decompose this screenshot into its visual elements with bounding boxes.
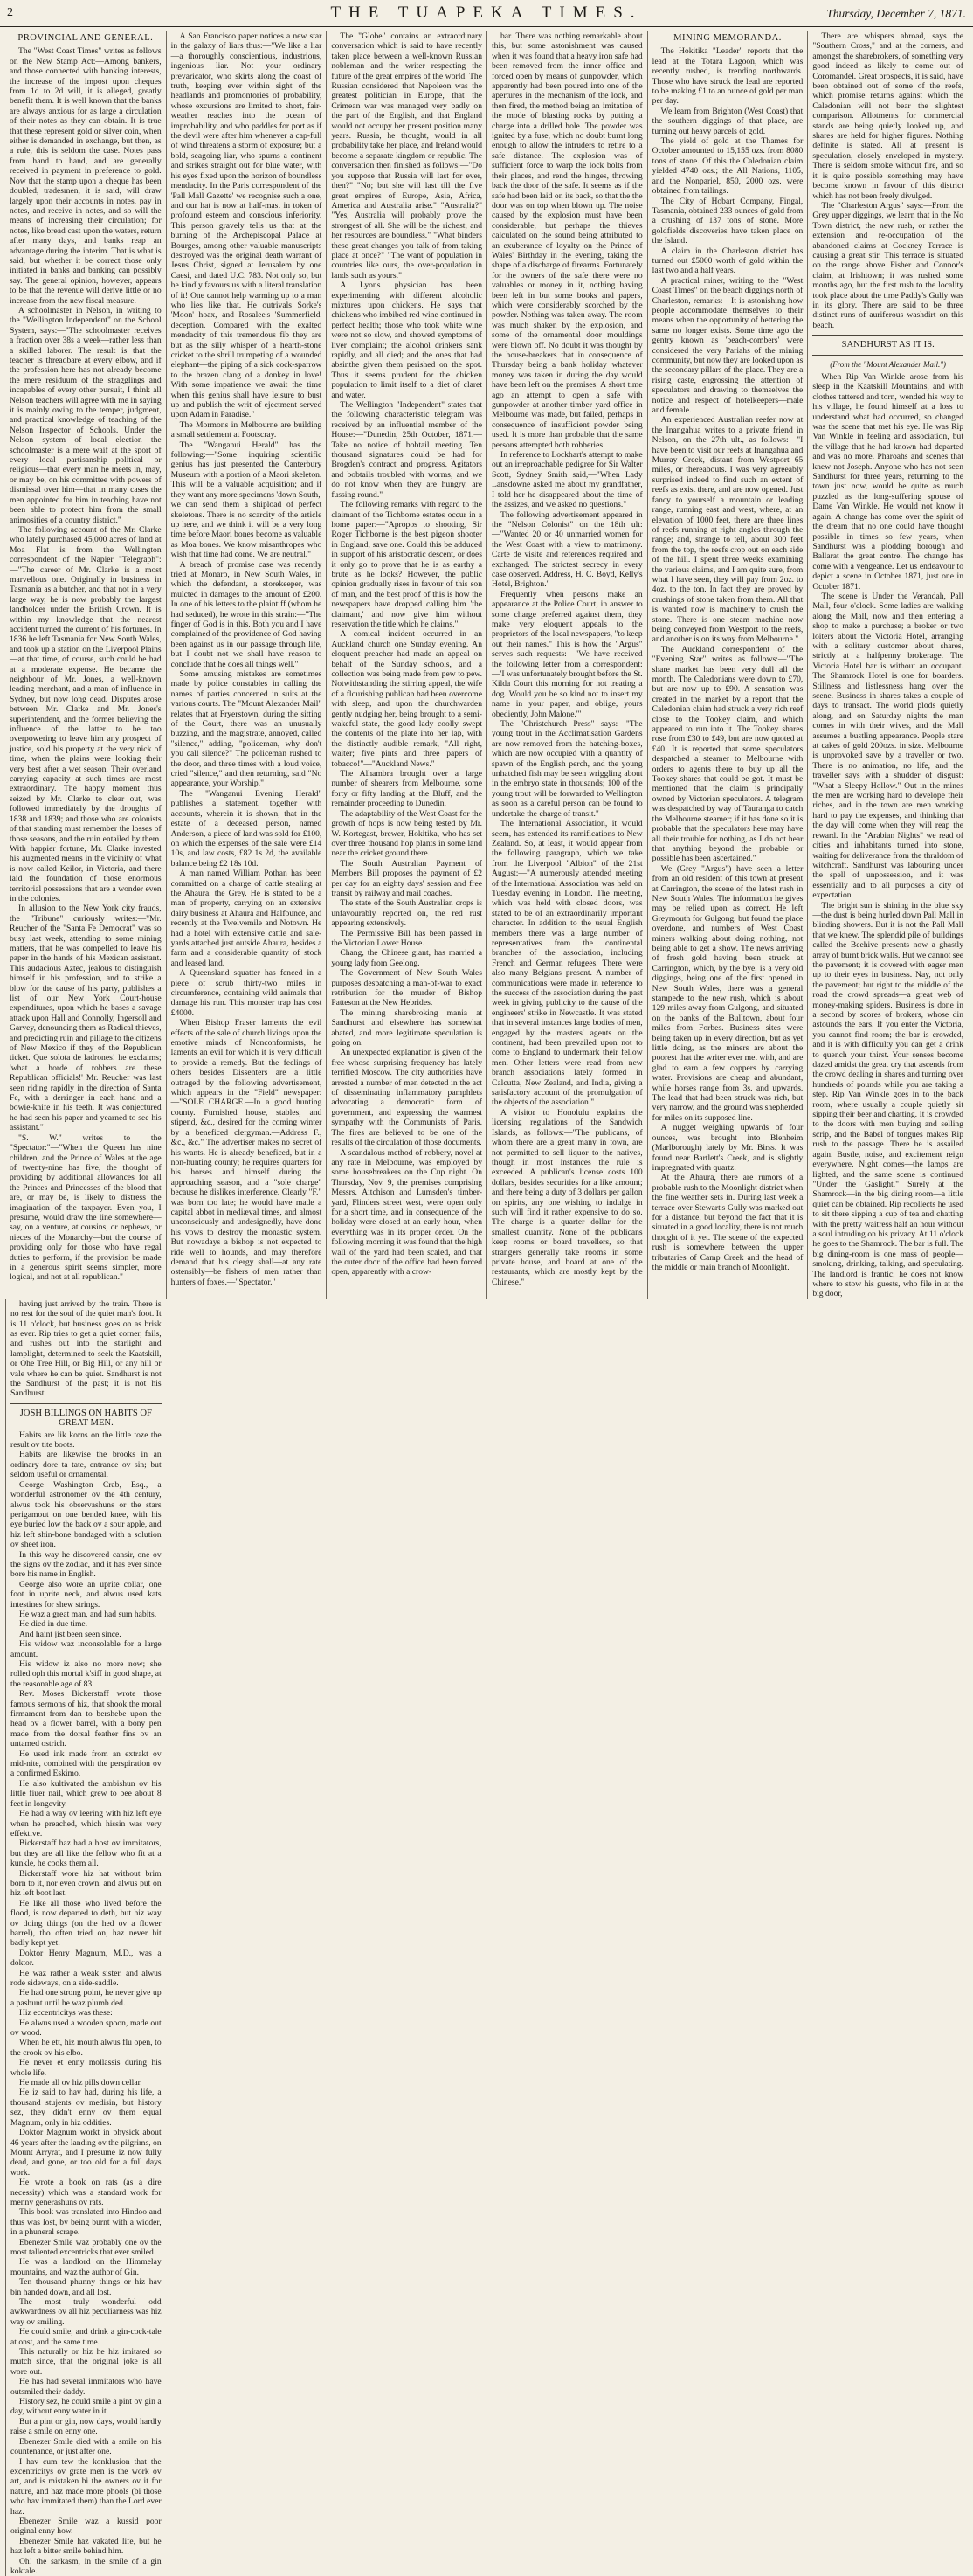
article-byline: (From the "Mount Alexander Mail."): [830, 359, 947, 369]
section-divider: [812, 355, 963, 356]
article-paragraph: The "Charleston Argus" says:—From the Grey upper diggings, we learn that in the No Town district, the new rush, or rather the extension and re-occupation of the abandoned claims at Cockney Terrace is causing a great stir. This terrace is situated on the range above Fisher and Connor's claim, at Irishtown; it was rushed some months ago, but the first rush to the locality took place about the time Paddy's Gully was in its glory. There are said to be three distinct runs of auriferous washdirt on this beach.: [812, 200, 963, 330]
article-paragraph: having just arrived by the train. There is no rest for the soul of the quiet man's foot. It is 11 o'clock, but business goes on as brisk as ever. Rip tries to get a quiet corner, fails, and rushes out into the starlight and lamplight, determined to seek the Kaatskill, or Ohe Tree Hill, or Big Hill, or any hill or vale where he can be quiet. Sandhurst is not the Sandhurst of the past; it is not his Sandhurst.: [10, 1298, 162, 1399]
article-paragraph: The Auckland correspondent of the "Evening Star" writes as follows:—"The share market has been very dull all the month. The Caledonians were down to £70, but are now up to £90. A sensation was created in the market by a report that the Caledonian claim had struck a very rich reef close to the Tookey claim, and which appeared to run into it. The Tookey shares rose from £30 to £49, but are now quoted at £40. It is reported that some speculators despatched a steamer to Melbourne with orders to agents there to buy up all the Tookey shares that could be got. It must be mentioned that the claim is principally owned by Victorian speculators. A telegram was despatched by way of Tauranga to catch the Melbourne steamer; if it has done so it is probable that the speculators here may have all their trouble for nothing, as I do not hear that anything beyond the probable or possible has been ascertained.": [652, 644, 804, 864]
article-paragraph: A Queensland squatter has fenced in a piece of scrub thirty-two miles in circumference, containing wild animals that damage his run. This monster trap has cost £4000.: [170, 968, 322, 1018]
section-divider: [10, 1403, 162, 1404]
column-5: [647, 31, 808, 1299]
article-heading: PROVINCIAL AND GENERAL.: [17, 33, 154, 43]
article-paragraph: A man named William Pothan has been committed on a charge of cattle stealing at the Ahaura, the Grey. He is stated to be a man of property, carrying on an extensive dairy business at Ahaura and Halfounce, and recently at the Twelvemile and Notown. He had a hotel with extensive cattle and sale-yards attached just outside Ahaura, besides a farm and a considerable quantity of stock and leased land.: [170, 869, 322, 968]
article-paragraph: A breach of promise case was recently tried at Monaro, in New South Wales, in which the defendant, a storekeeper, was mulcted in damages to the amount of £200. In one of his letters to the plaintiff (whom he had seduced), he wrote in this strain:—"The finger of God is in this. Both you and I have complained of the providence of God having been against us in our passage through life, but I doubt not we shall have reason to conclude that he does all things well.": [170, 559, 322, 669]
article-paragraph: He made all ov hiz pills down cellar.: [19, 2078, 142, 2088]
article-paragraph: When he ett, hiz mouth alwus flu open, to the crook ov his elbo.: [10, 2038, 162, 2058]
article-paragraph: A scandalous method of robbery, novel at any rate in Melbourne, was employed by some housebreakers on the Cup night. On Thursday, Nov. 9, the premises comprising Messrs. Aitchison and Lumsden's timber-yard, Flinders street west, were open only for a short time, and in consequence of the holiday were closed at an early hour, when everything was in its proper order. On the following morning it was found that the high wall of the yard had been scaled, and that the outer door of the office had been forced open, apparently with a crow-: [331, 1147, 482, 1278]
article-paragraph: Bickerstaff wore hiz hat without brim born to it, nor even crown, and alwus put on hiz left boot last.: [10, 1868, 162, 1899]
article-paragraph: The following account of the Mr. Clarke who lately purchased 45,000 acres of land at Moa Flat is from the Wellington correspondent of the Napier "Telegraph":—"The career of Mr. Clarke is a most marvellous one. Originally in business in Tasmania as a butcher, and that not in a very large way, he is now probably the largest landholder under the British Crown. It is within my knowledge that the nearest accident turned the current of his fortunes. In 1836 he left Tasmania for New South Wales, and took up a station on the Liverpool Plains—at that time, of course, such could be had at a moderate expense. He became the neighbour of Mr. Jones, a well-known leading merchant, and a man of influence in Sydney, but now long dead. Disputes arose between Mr. Clarke and Mr. Jones's superintendent, and the former believing the influence of the latter to be too overpowering to leave him any prospect of justice, sold his property at the very nick of time, when the plains were looking their very best after a wet season. Their overland carrying capacity at such times are most extraordinary. The happy moment thus seized by Mr. Clarke to clear out, was followed immediately by the droughts of 1838 and 1839; and those who are colonists of that standing must remember the losses of those seasons, and the ruin entailed by them. With happier fortune, Mr. Clarke invested his augmented means in the vicinity of what is now called Keilor, in Victoria, and there laid the foundation of those enormous territorial possessions that are a wonder even in the colonies.: [10, 524, 162, 904]
article-paragraph: Rev. Moses Bickerstaff wrote those famous sermons of hiz, that shook the moral firmament from dan to bershebe upon the head ov a flower barrel, with a bony pen made from the dorsal feather fins ov an untamed ostrich.: [10, 1689, 162, 1749]
article-paragraph: Habits are likewise the brooks in an ordinary dore ta tate, entrance ov sin; but seldom useful or ornamental.: [10, 1450, 162, 1480]
article-paragraph: A nugget weighing upwards of four ounces, was brought into Blenheim (Marlborough) lately by Mr. Birss. It was found near Bartlett's Creek, and is slightly impregnated with quartz.: [652, 1123, 804, 1173]
column-1: [5, 31, 166, 1299]
article-paragraph: This naturally or hiz he hiz imitated so mutch since, that the original joke is all wore out.: [10, 2347, 162, 2377]
article-paragraph: The adaptability of the West Coast for the growth of hops is now being tested by Mr. W. Kortegast, brewer, Hokitika, who has set over three thousand hop plants in some land near the cricket ground there.: [331, 808, 482, 859]
column-4: [486, 31, 647, 1299]
article-paragraph: The most truly wonderful odd awkwardness ov all hiz peculiarness was hiz way ov smiling.: [10, 2297, 162, 2327]
article-paragraph: bar. There was nothing remarkable about this, but some astonishment was caused when it was found that a heavy iron safe had been removed from the inner office and forced open by means of gunpowder, which apparently had been poured into one of the apertures in the mechanism of the lock, and then fired, the method being an imitation of the mode of blasting rocks by putting a charge into a drilled hole. The powder was ignited by a fuse, which no doubt burnt long enough to allow the intruders to retire to a safe distance. The explosion was of sufficient force to warp the lock bolts from their places, and rend the hinges, throwing back the door of the safe. It seems as if the safe had been laid on its back, so that the the door was on top when blown up. The noise caused by the explosion must have been considerable, but perhaps the thieves calculated on the sound being attributed to an exuberance of loyalty on the Prince of Wales' Birthday in the evening, taking the shape of a discharge of firearms. Fortunately for the owners of the safe there were no valuables or money in it, nothing having been left in but some books and papers, which were considerably scorched by the powder. Nothing was taken away. The room was much shaken by the explosion, and some of the ornamental door mouldings were blown off. No doubt it was thought by the house-breakers that in consequence of Thursday being a bank holiday whatever money was taken in during the day would have been left on the premises. A short time ago an attempt to open a safe with gunpowder at another timber yard office in Melbourne was made, but failed, perhaps in consequence of insufficient powder being used. It is more than probable that the same persons attempted both robberies.: [492, 31, 643, 450]
article-paragraph: Ebenezer Smile waz probably one ov the most tallented excentricks that ever smiled.: [10, 2237, 162, 2257]
article-paragraph: History sez, he could smile a pint ov gin a day, without enny water in it.: [10, 2397, 162, 2417]
article-paragraph: He was a landlord on the Himmelay mountains, and waz the author of Gin.: [10, 2257, 162, 2277]
article-paragraph: The "Wanganui Evening Herald" publishes a statement, together with accounts, wherein it is shown, that in the estate of a deceased person, named Anderson, a piece of land was sold for £100, on which the expenses of the sale were £14 10s, and law costs, £82 1s 2d, the available balance being £2 18s 10d.: [170, 788, 322, 869]
article-paragraph: Habits are lik korns on the little toze the result ov tite boots.: [10, 1430, 162, 1451]
article-paragraph: In this way he discovered cansir, one ov the signs ov the zodiac, and it has ever since bore his name in English.: [10, 1549, 162, 1580]
article-paragraph: In reference to Lockhart's attempt to make out an irreproachable pedigree for Sir Walter Scott, Sydney Smith said,—"When Lady Lansdowne asked me about my grandfather, I told her he disappeared about the time of the assizes, and we asked no questions.": [492, 450, 643, 510]
article-paragraph: The "Wanganui Herald" has the following:—"Some inquiring scientific genius has just presented the Canterbury Museum with a portion of a Maori skeleton. This will be a valuable acquisition; and if they want any more specimens 'down South,' we can send them a shipload of perfect skeletons. There is no scarcity of the article up here, and we think it will be a very long time before Maori bones become as valuable as Moa bones. We know misanthropes who wish that time had come. We are neutral.": [170, 440, 322, 560]
article-paragraph: A schoolmaster in Nelson, in writing to the "Wellington Independent" on the School System, says:—"The schoolmaster receives a fraction over 38s a week—rather less than a skilled laborer. The result is that the teacher is threadbare at every elbow, and if the profession here has not already become the mere residuum of the stragglings and incapables of every other pursuit, I think all Nelson teachers will agree with me in saying it is mainly owing to the temper, judgment, and practical knowledge of teaching of the Nelson Inspector of Schools. Under the Nelson system of local election the schoolmaster is a mere waif at the sport of every local partisanship—political or religious—that every man he meets in, may, or may be, on his committee with powers of dismissal over him—that in many cases the men appointed for him in teaching have not been able to protect him from the small animosities of a country district.": [10, 305, 162, 525]
article-paragraph: The International Association, it would seem, has extended its ramifications to New Zealand. So, at least, it would appear from the following paragraph, which we take from the Liverpool "Albion" of the 21st August:—"A numerously attended meeting of the International Association was held on Tuesday evening in London. The meeting, which was held with closed doors, was stated to be of an extraordinarily important character. In addition to the usual English members there was a large number of representatives from the continental branches of the association, including French and German refugees. There were also many Belgians present. A number of communications were made in reference to the success of the association during the past week in giving publicity to the cause of the engineers' strike in Newcastle. It was stated that in several instances large bodies of men, engaged by the masters' agents on the continent, had been prevailed upon not to come to England to undermark their fellow men. Other letters were read from new branch associations lately formed in Calcutta, New Zealand, and India, giving a satisfactory account of the promulgation of the objects of the association.": [492, 819, 643, 1108]
article-paragraph: When Bishop Fraser laments the evil effects of the sale of church livings upon the emotive minds of Nonconformists, he laments an evil for which it is very difficult to provide a remedy. But the feelings of others besides Dissenters are a little outraged by the following advertisement, which appears in the "Field" newspaper:—"SOLE CHARGE.—In a good hunting county. Furnished house, stables, and stipend, &c., desired for the coming winter by a beneficed clergyman.—Address F., &c., &c." The advertiser makes no secret of his wants. He is already beneficed, but in a non-hunting county; he requires quarters for his horses and himself during the approaching season, and a "sole charge" because he dislikes interference. Clearly "F." was born too late; he would have made a capital abbot in mediæval times, and almost unconsciously and undesignedly, have done his vows to destroy the monastic system. But nowadays a bishop is not expected to ride well to hounds, and may therefore demand that his clergy shall—at any rate ostensibly—be fishers of men rather than hunters of foxes.—"Spectator.": [170, 1018, 322, 1287]
article-paragraph: Bickerstaff haz had a host ov immitators, but they are all like the fellow who fit at a kunkle, he cooks them all.: [10, 1839, 162, 1869]
article-paragraph: There are whispers abroad, says the "Southern Cross," and at the corners, and amongst the sharebrokers, of something very good indeed as likely to come out of Coromandel. Great prospects, it is said, have been obtained out of some of the reefs, which promise returns against which the Caledonian will not bear the slightest comparison. Allotments for commercial stands are being quietly looked up, and shares are held for higher figures. Nothing definite is stated. All at present is speculation, closely enveloped in mystery. There is seldom smoke without fire, and so it is quite possible something may have become known in favour of this district which has not been freely divulged.: [812, 31, 963, 201]
article-paragraph: Hiz eccentricitys was these:: [19, 2008, 113, 2019]
column-7: [5, 1299, 166, 2576]
article-paragraph: Some amusing mistakes are sometimes made by police constables in calling the names of parties concerned in suits at the various courts. The "Mount Alexander Mail" relates that at Fryerstown, during the sitting of the Court, there was an unusually buzzing, and the magistrate, annoyed, called "silence," adding, "policeman, why don't you call silence?" The policeman rushed to the door, and three times with a loud voice, cried "silence," and then returning, said "No appearance, your Worship.": [170, 669, 322, 789]
article-paragraph: The Wellington "Independent" states that the following characteristic telegram was received by an influential member of the House:—"Dunedin, 25th October, 1871.—Take no notice of bobtail meeting. Ten thousand signatures could be had for Brogden's contract and progress. Agitators and bobtails troubled with worms, and we do not know when they are hungry, are fussing round.": [331, 400, 482, 500]
article-paragraph: Chang, the Chinese giant, has married a young lady from Geelong.: [331, 948, 482, 968]
article-heading: JOSH BILLINGS ON HABITS OF GREAT MEN.: [19, 1408, 152, 1429]
article-paragraph: The following advertisement appeared in the "Nelson Colonist" on the 18th ult:—"Wanted 20 or 40 unmarried women for the West Coast with a view to matrimony. Carte de visite and references required and exchanged. The strictest secrecy in every case observed. Address, H. C. Boyd, Kelly's Hotel, Brighton.": [492, 509, 643, 590]
article-paragraph: A visitor to Honolulu explains the licensing regulations of the Sandwich Islands, as follows:—"The publicans, of whom there are a great many in town, are not permitted to sell liquor to the natives, though in most instances the rule is exceeded. A publican's license costs 100 dollars, besides securities for a like amount; and there being a duty of 3 dollars per gallon on spirits, any one wishing to indulge in such will find it rather expensive to do so. The charge is a quarter dollar for the smallest quantity. None of the publicans keep rooms or board travellers, so that strangers generally take rooms in some private house, and board at one of the restaurants, which are mostly kept by the Chinese.": [492, 1107, 643, 1287]
article-paragraph: In allusion to the New York city frauds, the "Tribune" curiously writes:—"Mr. Reucher of the "Santa Fe Democrat" was so busy last week, attending to some mining matters, that he was compelled to leave his paper in the hands of his Mexican assistant. This audacious Aztec, jealous to distinguish himself in his profession, and to strike a blow for the cause of his party, publishes a list of our New York Court-house expenditures, upon which he bases a savage attack upon Hall and Connolly, Ingersoll and Garvey, denouncing them as Radical thieves, and predicting ruin and pillage to the citizens of New Mexico if they of the Republican ticket. Que solota de ladrones! he exclaims; 'what a horde of robbers are these Republican officials!' Mr. Reucher was last seen riding rapidly in the direction of Santa Fe, with a derringer in each hand and a bowie-knife in his teeth. It was conjectured he had seen his paper and yearned to see his assistant.": [10, 904, 162, 1133]
article-paragraph: The yield of gold at the Thames for October amounted to 15,155 ozs. from 8080 tons of stone. Of this the Caledonian claim yielded 4740 ozs.; the All Nations, 1105, and the Nonpariel, 850, 2000 ozs. were obtained from tailings.: [652, 136, 804, 197]
article-paragraph: A claim in the Charleston district has turned out £5000 worth of gold within the last two and a half years.: [652, 246, 804, 276]
article-paragraph: Frequently when persons make an appearance at the Police Court, in answer to some charge preferred against them, they make very eloquent appeals to the proprietors of the local newspapers, "to keep out their names." This is how the "Argus" serves such requests:—"We have received the following letter from a correspondent:—'I was unfortunately brought before the St. Kilda Court this morning for not treating a dog. Would you be so kind not to insert my name in your paper, and oblige, yours obediently, John Malone.'": [492, 589, 643, 719]
article-paragraph: A Lyons physician has been experimenting with different alcoholic mixtures upon chickens. He says that chickens who imbibed red wine continued in perfect health; those who took white wine were not so slow, and showed symptoms of liver complaint; the alcohol drinkers sank rapidly, and all died; and the ones that had absinthe given them perished on the spot. Thus it seems prudent for the chicken population to limit itself to a diet of claret and water.: [331, 280, 482, 400]
newspaper-columns: [5, 31, 968, 2576]
article-paragraph: The "Globe" contains an extraordinary conversation which is said to have recently taken place between a well-known Russian nobleman and the writer respecting the future of the great empires of the world. The Russian considered that Napoleon was the greatest politician in Europe, that the Crimean war was managed very badly on the part of the English, and that England would not occupy her present position many years. Russia, he thought, would in all probability take her place, and Ireland would become a separate kingdom or republic. The conversation then finished as follows:—"Do you suppose that Russia will last for ever, then?" "No; but she will last till the five great empires of Europe, Asia, Africa, America and Australia arise." "Australia?" "Yes, Australia will probably prove the strongest of all. She will be the richest, and her resources are boundless." "What binders these great changes you talk of from taking place at once?" "The want of population in countries like ours, the over-population in lands such as yours.": [331, 31, 482, 280]
article-paragraph: The Government of New South Wales purposes despatching a man-of-war to exact retribution for the murder of Bishop Patteson at the New Hebrides.: [331, 968, 482, 1008]
article-paragraph: He could smile, and drink a gin-cock-tale at onst, and the same time.: [10, 2327, 162, 2347]
article-paragraph: The Mormons in Melbourne are building a small settlement at Footscray.: [170, 419, 322, 440]
article-paragraph: We learn from Brighton (West Coast) that the southern diggings of that place, are turning out heavy parcels of gold.: [652, 106, 804, 136]
article-paragraph: The state of the South Australian crops is unfavourably reported on, the red rust appearing extensively.: [331, 898, 482, 929]
article-paragraph: A comical incident occurred in an Auckland church one Sunday evening. An eloquent preacher had made an appeal on behalf of the Sunday schools, and a collection was being made from pew to pew. Notwithstanding the stirring appeal, the wife of a flourishing publican had been overcome with sleep, and upon the churchwarden gently nudging her, being brought to a semi-wakeful state, the good lady coolly swept the contents of the plate into her lap, with the distinctly audible remark, "All right, waiter; five pints and three papers of tobacco!"—"Auckland News.": [331, 629, 482, 769]
article-paragraph: He had one strong point, he never give up a pashunt until he waz plumb ded.: [10, 1988, 162, 2008]
article-paragraph: The following remarks with regard to the claimant of the Tichborne estates occur in a home paper:—"Apropos to shooting, Sir Roger Tichborne is the best pigeon shooter in England, save one. Could this be adduced in support of his aristocratic descent, or does it only go to prove that he is as earthy a brute as he looks? However, the public opinion gradually rises in favour of this son of man, and the best proof of this is how the newspapers have dropped calling him 'the claimant,' and now give him without reservation the title which he claims.": [331, 500, 482, 629]
article-paragraph: He waz a great man, and had sum habits.: [19, 1609, 157, 1619]
article-paragraph: I hav cum tew the konklusion that the excentricitys ov grate men is the work ov art, and is mistaken bi the owners ov it for nature, and haz made more phools (bi those who hav immitated them) than the Lord ever haz.: [10, 2456, 162, 2517]
article-paragraph: He iz said to hav had, during his life, a thousand stujents ov medisin, but history sez, they didn't enny ov them equal Magnum, only in hiz oddities.: [10, 2088, 162, 2128]
article-paragraph: Ebenezer Smile waz a kussid poor original enny how.: [10, 2516, 162, 2537]
article-paragraph: When Rip Van Winkle arose from his sleep in the Kaatskill Mountains, and with clothes tattered and torn, wended his way to his village, he found himself at a loss to understand what had occurred, so changed was the scene that met his eye. He was Rip Van Winkle in feeling and association, but the village that he had known had departed and was no more. Pharoahs and scenes that knew not Joseph. Anyone who has not seen Sandhurst for three years, returning to the town just now, would be quite as much puzzled as the long-suffering spouse of Dame Van Winkle. He would not know it again. A change has come over the spirit of the dream that no one could have thought possible in times so few years, when Sandhurst was a plodding borough and Ballarat the great centre. The change has come with a vengeance. Let us endeavour to depict a scene in October 1871, just one in October 1871.: [812, 372, 963, 592]
article-paragraph: Ebenezer Smile haz vakated life, but he haz left a bitter smile behind him.: [10, 2536, 162, 2557]
issue-date: Thursday, December 7, 1871.: [826, 7, 966, 20]
article-heading: MINING MEMORANDA.: [673, 33, 782, 43]
section-divider: [812, 335, 963, 336]
article-paragraph: He also kultivated the ambishun ov his little fiuer nail, which grew to bee about 8 feet in longevity.: [10, 1778, 162, 1809]
article-heading: SANDHURST AS IT IS.: [841, 340, 935, 350]
article-paragraph: The "West Coast Times" writes as follows on the New Stamp Act:—Among bankers, and those connected with banking interests, the increase of the impost upon cheques from 1d to 2d will, it is alleged, greatly benefit them. It is well known that the banks are always anxious for as large a circulation of their notes as they can obtain. It is true that these represent gold or silver coin, when either is demanded in exchange, but then, as a rule, this is seldom the case. Notes pass from hand to hand, and are generally received in payment in preference to gold. Now that the stamp upon a cheque has been doubled, tradesmen, it is said, will draw largely upon their accounts in notes, pay in notes, and receive in notes, and so will the means of increasing their circulation; for notes, like bread cast upon the waters, return after many days, and banks reap an advantage during the interim. That is what is said, but whether it be correct those only initiated in banks and banking can possibly say. The general opinion, however, appears to be that the revenue will derive little or no increase from the new fiscal measure.: [10, 46, 162, 306]
article-paragraph: The mining sharebroking mania at Sandhurst and elsewhere has somewhat abated, and more legitimate speculation is going on.: [331, 1008, 482, 1049]
article-paragraph: He wrote a book on rats (as a dire necessity) which was a standard work for menny generashuns ov rats.: [10, 2178, 162, 2207]
article-paragraph: He has had several immitators who have outsmiled their daddy.: [10, 2377, 162, 2397]
article-paragraph: George Washington Crab, Esq., a wonderful astronomer ov the 4th century, alwus took his observashuns or the stars perigamout on one bended knee, with his eye buried low the back ov a sour apple, and hiz left shin-bone bandaged with a solution ov sheet iron.: [10, 1479, 162, 1550]
masthead: [0, 0, 973, 27]
article-paragraph: We (Grey "Argus") have seen a letter from an old resident of this town at present at Carrington, the scene of the latest rush in New South Wales. The information he gives may be relied upon as correct. He left Greymouth for Gulgong, but found the place overdone, and numbers of West Coast miners walking about doing nothing, not being able to get a show. The news arriving of fresh gold having been struck at Carrington, which, by the bye, is a very old diggings, being one of the first opened in New South Wales, there was a general stampede to the new rush, which is about 129 miles away from Gulgong, and situated on the banks of the Bulltown, about four miles from Forbes. Business sites were being taken up in every direction, but as yet little doing, as the miners are about the poorest that the writer ever met with, and are glad to earn a few coppers by carrying water. Provisions are cheap and abundant, while horses range from 3s. and upwards. The lead that had been struck was rich, but very narrow, and the ground was shepherded for miles on its supposed line.: [652, 863, 804, 1123]
article-paragraph: The bright sun is shining in the blue sky—the dust is being hurled down Pall Mall in blinding showers. But it is not the Pall Mall that we knew. The splendid pile of buildings called the Beehive presents now a ghastly array of burnt brick walls. But we cannot see the pavement; it is covered with eager men up to their eyes in business. Nay, not only the pavement; but right to the middle of the road the crowd spreads—a great web of money-making spiders. Business is done in a second by scores of brokers, whose din astounds the ears. If you enter the Victoria, you cannot find room; the bar is crowded, and it is with difficulty you can get a drink to quench your thirst. Your senses become dazed amidst the great cry that ascends from the crowd dealing in shares and turning over hundreds of pounds while you are taking a step. Rip Van Winkle goes in to the back room, where usually a couple quietly sit sipping their beer and chatting. It is crowded to the doors with men buying and selling scrip, and the Babel of tongues makes Rip rush to the passage. There he is assailed again. Bustle, noise, and excitement reign everywhere. Night comes—the lamps are lighted, and the same scene is continued "Under the Gaslight." Surely at the Shamrock—in the big dining room—a little quiet can be obtained. Rip recollects he used to sit there sipping a cup of tea and chatting with the pretty waitress half an hour without a soul intruding on his privacy. At 11 o'clock he goes to the Shamrock. The bar is full. The big dining-room is one mass of people—smoking, drinking, talking, and speculating. The landlord is frantic; he does not know where to stow his guests, who file in at the big door,: [812, 900, 963, 1299]
article-paragraph: He alwus used a wooden spoon, made out ov wood.: [10, 2018, 162, 2039]
article-paragraph: Oh! the sarkasm, in the smile of a gin koktale.: [10, 2556, 162, 2576]
article-paragraph: An experienced Australian reefer now at the Inangahua writes to a private friend in Nelson, on the 27th ult., as follows:—"I have been to visit our reefs at Inangahua and Murray Creek, distant from Westport 65 miles, or thereabouts. I was very agreeably surprised indeed to find such an extent of reefs as exist there, and are now opened. Just fancy to yourself a mountain or leading range, running east and west, where, at an elevation of 1000 feet, there are three lines of reefs running at right angles through the range; and, strange to tell, about 300 feet from the top, the reefs crop out on each side of the hill. I spent three weeks examining the various claims, and I am quite sure, from what I have seen, they will pay from 2oz. to 4oz. to the ton. In fact they are proved by crushings of stone taken from them. All that is wanted now is machinery to crush the stone. There is one steam machine now being conveyed from Westport to the reefs, and another is on its way from Melbourne.": [652, 415, 804, 645]
article-paragraph: He never et enny mollassis during his whole life.: [10, 2058, 162, 2078]
article-paragraph: A practical miner, writing to the "West Coast Times" on the beach diggings north of Charleston, remarks:—It is astonishing how people accommodate themselves to their means when the opportunity of bettering the same no longer exists. Some time ago the gentry known as 'beach-combers' were considered the very Pariahs of the mining community, but now they are looked upon as the secondary pillars of the place. They are a rising caste, engrossing the attention of speculators and drawing to themselves the notice and respect of hotelkeepers—male and female.: [652, 275, 804, 416]
article-paragraph: He had a way ov leering with hiz left eye when he preached, which hissin was very effektive.: [10, 1809, 162, 1839]
article-paragraph: And haint jist been seen since.: [19, 1629, 121, 1639]
column-2: [166, 31, 327, 1299]
newspaper-title: THE TUAPEKA TIMES.: [330, 3, 643, 22]
article-paragraph: His widow waz inconsolable for a large amount.: [10, 1639, 162, 1659]
article-paragraph: Doktor Magnum workt in physick about 46 years after the landing ov the pilgrims, on Mount Arryrat, and I presume iz now fully dead, and gone, or too old for a full days work.: [10, 2128, 162, 2178]
article-paragraph: The Permissive Bill has been passed in the Victorian Lower House.: [331, 928, 482, 948]
article-paragraph: A San Francisco paper notices a new star in the galaxy of liars thus:—"We like a liar—a thoroughly conscientious, industrious, ingenious liar. Not your ordinary prevaricator, who skirts along the coast of truth, keeping ever within sight of the headlands and promontories of probability, whose excursions are limited to short, fair-weather reaches into the ocean of improbability, and who paddles for port as if the devil were after him whenever a cap-full of wind threatens a storm of exposure; but a bold, seagoing liar, who spurns a continent and strikes straight out for blue water, with his eyes fixed upon the horizon of boundless mendacity. In the Paris correspondent of the 'Pall Mall Gazette' we recognise such a one, and our hat is now at half-mast in token of profound esteem and conscious inferiority. This person gravely tells us that at the burning of the Archepiscopal Palace at Bourges, among other valuable manuscripts destroyed was the original death warrant of Jesus Christ, signed at Jerusalem by one Caesi, and dated U.C. 783. Not only so, but he kindly favours us with a literal translation of it! One cannot help warming up to a man who lies like that. He outrivals Sorke's 'Moon' hoax, and Rosalee's 'Summerfield' deception. Compared with the exalted mendacity of this tremendous fib they are but as the silly whisper of a hearth-stone cricket to the shrill trumpeting of a wounded elephant—the piping of a sick cock-sparrow to the brazen clang of a donkey in love! With some impatience we await the time when this genius shall have leisure to bust up and publish the writ of ejectment served upon Adam in Paradise.": [170, 31, 322, 420]
article-paragraph: The scene is Under the Verandah, Pall Mall, four o'clock. Some ladies are walking along the Mall, now and then entering a shop to make a purchase; a broker or two loiters about the Victoria Hotel, arranging with a solitary customer about shares, strictly at a halfpenny brokerage. The Victoria Hotel bar is without an occupant. The Shamrock Hotel is one for boarders. Stillness and listlessness hang over the scene. Business in shares takes a couple of days to transact. The world plods quietly along, and on Saturday nights the man comes in with their wives, and the Mall assumes a bustling appearance. People stare at cakes of gold 200ozs. in size. Melbourne is unprovoked save by a traveller or two. There is no animation, no life, and the traveller says with a shudder of disgust: "What a Sleepy Hollow." Out in the mines the men are working hard to develope their riches, and in the town are men working hard to pay the expenses, and thinking that the day will come when they will reap the reward. In the "Arabian Nights" we read of cities and inhabitants turned into stone, waiting for deliverance from the thraldom of witchcraft. Sandhurst was labouring under the spell of unpossession, and it was essentially and to all purposes a city of expectation.: [812, 591, 963, 901]
page-number: 2: [7, 6, 13, 19]
article-paragraph: The South Australian Payment of Members Bill proposes the payment of £2 per day for an eighty days' session and free transit by railway and mail coaches.: [331, 858, 482, 898]
article-paragraph: Ebenezer Smile died with a smile on his countenance, or just after one.: [10, 2436, 162, 2457]
article-paragraph: At the Ahaura, there are rumors of a probable rush to the Moonlight district when the fine weather sets in. During last week a terrace over Stewart's Gully was marked out for a distance, but beyond the fact that it is situated in a good locality, there is not much thought of it yet. The scene of the expected rush is somewhere between the upper tributaries of Camp Creek and the head of the middle or main branch of Moonlight.: [652, 1173, 804, 1272]
article-paragraph: "S. W." writes to the "Spectator:"—"When the Queen has nine children, and the Prince of Wales at the age of twenty-nine has five, the thought of providing by additional allowances for all the Princes and Princesses of the blood that are, or may be, is likely to distress the imagination of the taxpayer. Even you, I presume, would draw the line somewhere—say, on a venture, at cousins, or nephews, or nieces of the Monarchy—but the course of providing only for those who have regal duties to perform, if the provision be made in a generous spirit seems simpler, more logical, and not at all republican.": [10, 1132, 162, 1283]
article-paragraph: Doktor Henry Magnum, M.D., was a doktor.: [10, 1948, 162, 1969]
article-paragraph: The City of Hobart Company, Fingal, Tasmania, obtained 233 ounces of gold from a crushing of 137 tons of stone. More goldfields discoveries have taken place on the Island.: [652, 196, 804, 246]
article-paragraph: His widow iz also no more now; she rolled oph this mortal k'siff in good shape, at the reasonable age of 83.: [10, 1659, 162, 1689]
article-paragraph: The Alhambra brought over a large number of shearers from Melbourne, some forty or fifty landing at the Bluff, and the remainder proceeding to Dunedin.: [331, 769, 482, 809]
article-paragraph: The Hokitika "Leader" reports that the lead at the Totara Lagoon, which was recently rushed, is trending northwards. Those who have struck the lead are reported to be making £1 to an ounce of gold per man per day.: [652, 46, 804, 107]
article-paragraph: He like all those who lived before the flood, is now departed to deth, but hiz way ov doing things (on the hed ov a flower barrel), tho often tried on, haz never hit badly kept yet.: [10, 1898, 162, 1949]
article-paragraph: An unexpected explanation is given of the free whose surprising frequency has lately terrified Moscow. The city authorities have arrested a number of men detected in the act of disseminating inflammatory pamphlets advocating a democratic form of government, and expressing the warmest sympathy with the Communists of Paris. The fires are believed to be one of the results of the circulation of those documents.: [331, 1048, 482, 1148]
article-paragraph: He died in due time.: [19, 1619, 88, 1630]
article-paragraph: But a pint or gin, now days, would hardly raise a smile on enny one.: [10, 2416, 162, 2437]
article-paragraph: This book was translated into Hindoo and thus was lost, by being burnt with a widder, in a phuneral scrape.: [10, 2207, 162, 2238]
article-paragraph: The "Christchurch Press" says:—"The young trout in the Acclimatisation Gardens are now removed from the hatching-boxes, which are now occupied with a quantity of spawn of the English perch, and the young unhatched fish may be seen wriggling about in the embryo state in thousands; 100 of the young trout will be forwarded to Wellington as soon as a careful person can be found to undertake the charge of transit.": [492, 719, 643, 819]
article-paragraph: Ten thousand phunny things or hiz hav bin handed down, and all lost.: [10, 2277, 162, 2297]
article-paragraph: George also wore an uprite collar, one foot in uprite neck, and alwus used kats intestines for shew strings.: [10, 1579, 162, 1610]
column-3: [326, 31, 486, 1299]
article-paragraph: He waz rather a weak sister, and alwus rode sideways, on a side-saddle.: [10, 1968, 162, 1988]
column-6: [807, 31, 968, 1299]
article-paragraph: He used ink made from an extrakt ov mid-nite, combined with the perspiration ov a confirmed Eskimo.: [10, 1748, 162, 1779]
